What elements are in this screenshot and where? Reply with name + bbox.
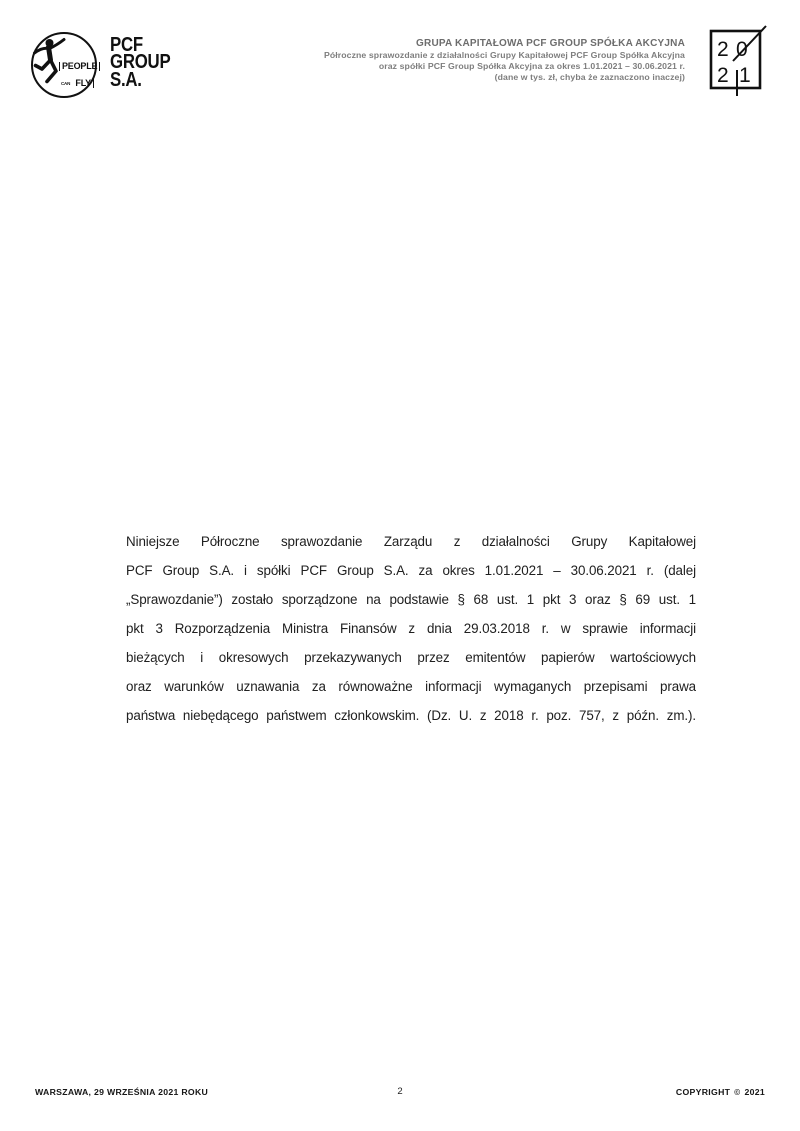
report-data-note: (dane w tys. zł, chyba że zaznaczono inaczej) bbox=[494, 72, 685, 82]
year-digit: 2 bbox=[717, 64, 729, 87]
report-period: oraz spółki PCF Group Spółka Akcyjna za okres 1.01.2021 – 30.06.2021 r. bbox=[378, 61, 685, 71]
pcf-group-wordmark bbox=[110, 33, 171, 91]
year-digit: 1 bbox=[739, 64, 751, 87]
paragraph-line: „Sprawozdanie”) zostało sporządzone na podstawie § 68 ust. 1 pkt 3 oraz § 69 ust. 1 bbox=[126, 592, 696, 607]
report-subtitle: Półroczne sprawozdanie z działalności Grupy Kapitałowej PCF Group Spółka Akcyjna bbox=[323, 50, 685, 60]
paragraph-line: bieżących i okresowych przekazywanych przez emitentów papierów wartościowych bbox=[126, 650, 696, 665]
logo-text bbox=[59, 57, 100, 90]
year-digit: 2 bbox=[717, 38, 729, 61]
paragraph-line: Niniejsze Półroczne sprawozdanie Zarządu z działalności Grupy Kapitałowej bbox=[126, 534, 696, 549]
footer-place-date: WARSZAWA, 29 WRZEŚNIA 2021 ROKU bbox=[35, 1087, 209, 1097]
logo-text-fly: FLY bbox=[74, 79, 94, 88]
footer-page-number: 2 bbox=[397, 1086, 403, 1097]
paragraph-line: PCF Group S.A. i spółki PCF Group S.A. za okres 1.01.2021 – 30.06.2021 r. (dalej bbox=[126, 563, 696, 578]
footer-copyright bbox=[676, 1087, 765, 1097]
main-paragraph bbox=[126, 527, 696, 730]
year-2021-mark bbox=[706, 22, 778, 106]
logo-text-people: PEOPLE bbox=[59, 62, 100, 71]
paragraph-line: pkt 3 Rozporządzenia Ministra Finansów z dnia 29.03.2018 r. w sprawie informacji bbox=[126, 621, 696, 636]
paragraph-line: państwa niebędącego państwem członkowskim. (Dz. U. z 2018 r. poz. 757, z późn. zm.). bbox=[126, 708, 696, 723]
report-group-title: GRUPA KAPITAŁOWA PCF GROUP SPÓŁKA AKCYJNA bbox=[416, 38, 685, 49]
copyright-year: 2021 bbox=[744, 1087, 765, 1097]
copyright-label: COPYRIGHT bbox=[675, 1087, 731, 1097]
wordmark-line: PCF bbox=[110, 33, 143, 56]
paragraph-line: oraz warunków uznawania za równoważne informacji wymaganych przepisami prawa bbox=[126, 679, 696, 694]
people-can-fly-logo bbox=[31, 32, 97, 98]
wordmark-line: GROUP bbox=[110, 50, 171, 74]
copyright-icon: © bbox=[734, 1088, 741, 1097]
report-header-meta bbox=[324, 38, 685, 83]
wordmark-line: S.A. bbox=[110, 67, 142, 91]
logo-text-can: CAN bbox=[61, 81, 71, 86]
year-digit: 0 bbox=[736, 38, 748, 61]
